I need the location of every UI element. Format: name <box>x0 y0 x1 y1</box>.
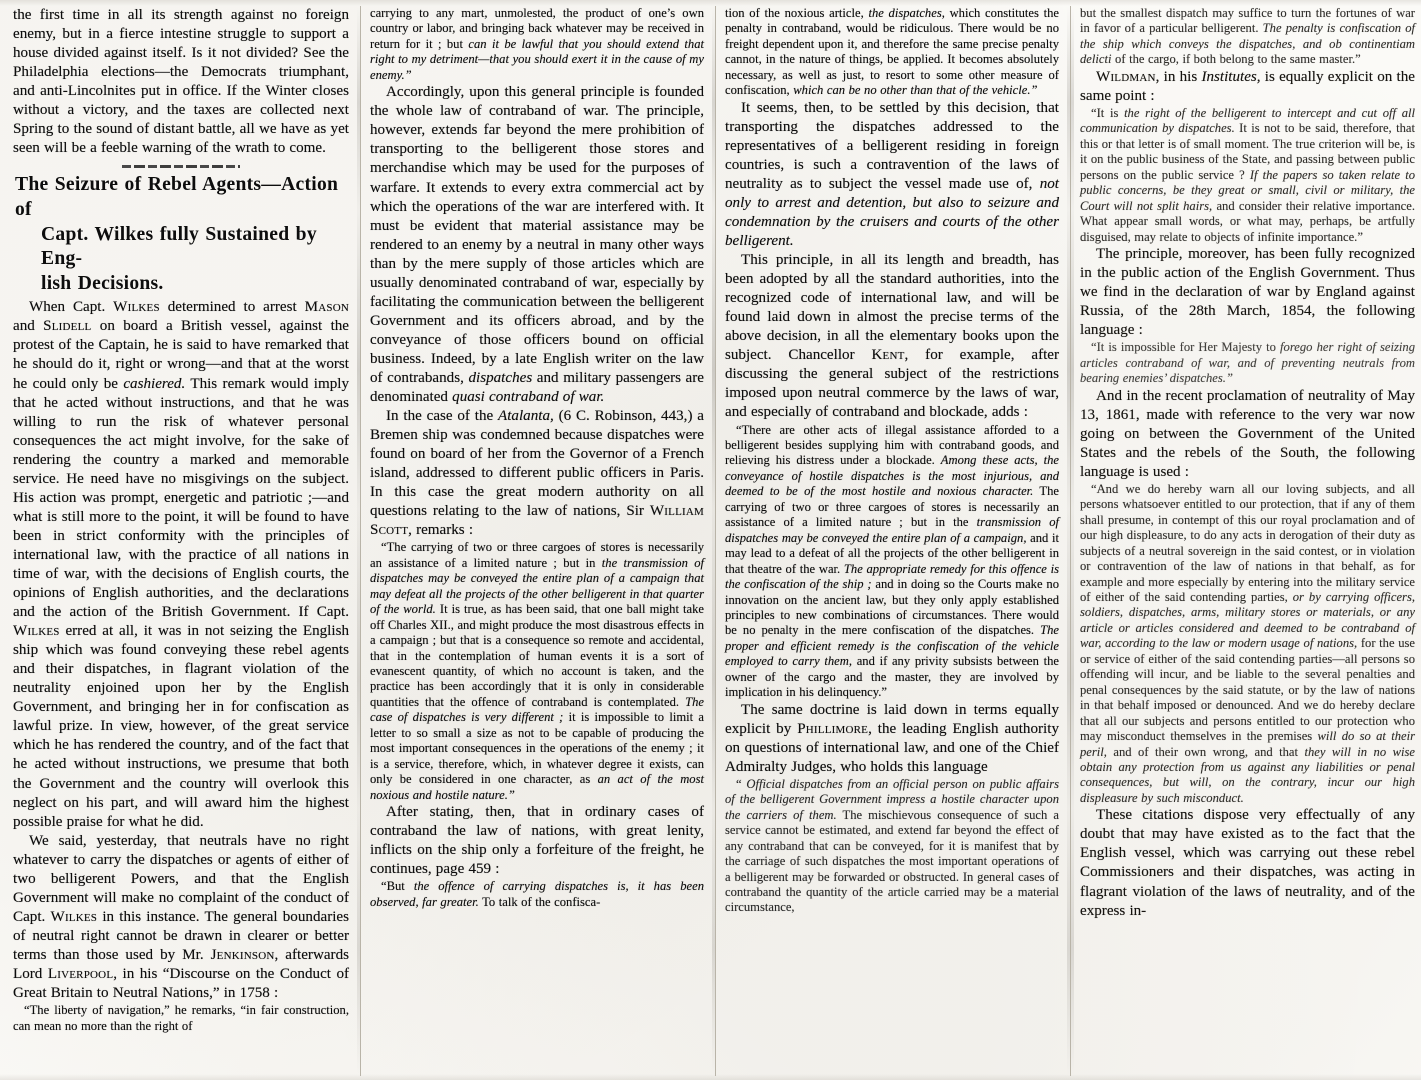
column1-quotation-start: “The liberty of navigation,” he remarks, “in fair construction, can mean no more than the right of <box>13 1003 349 1033</box>
column-3 <box>715 6 1070 1076</box>
article-headline <box>13 173 349 296</box>
column3-paragraph-2: This principle, in all its length and breadth, has been adopted by all the standard authorities, into the recognized code of international law, and will be found laid down in almost the precise terms of the above decision, in all the elementary books upon the subject. Chancellor Kent, for example, after discussing the general subject of the restrictions imposed upon neutral commerce by the laws of war, and especially of contraband and blockade, adds : <box>725 252 1060 421</box>
italic-among-these-acts: Among these acts, the conveyance of hostile dispatches is the most injurious, and deemed to be of the most hostile and noxious character. <box>725 453 1059 499</box>
name-mason: Mason <box>304 299 349 316</box>
italic-quasi-contraband: quasi contraband of war. <box>452 389 605 406</box>
column2-paragraph-1: Accordingly, upon this general principle is founded the whole law of contraband of war. The principle, however, extends far beyond the mere prohibition of transporting to the belligerent those stores and merchandise which may be used for the purposes of warfare. It extends to every extra commercial act by which the operations of the war are interfered with. It must be evident that material assistance may be rendered to an enemy by a neutral in many other ways than by the mere supply of those articles which are usually denominated contraband of war, especially by facilitating the communication between the belligerent Government and its officers abroad, and by the conveyance of those officers bound on official business. Indeed, by a late English writer on the law of contrabands, dispatches and military passengers are denominated quasi contraband of war. <box>370 84 704 406</box>
italic-forego-her-right: forego her right of seizing articles contraband of war, and of preventing neutrals from bearing enemies’ dispatches.” <box>1080 340 1416 386</box>
italic-institutes: Institutes, <box>1201 68 1261 85</box>
column2-paragraph-3: After stating, then, that in ordinary cases of contraband the law of nations, with great lenity, inflicts on the ship only a forfeiture of the freight, he continues, page 459 : <box>370 804 704 878</box>
name-scott: Scott <box>370 522 409 539</box>
column4-paragraph-1: Wildman, in his Institutes, is equally explicit on the same point : <box>1080 68 1415 104</box>
italic-transmission-of-dispatches-2: transmission of dispatches may be conveyed the entire plan of a campaign, <box>725 515 1059 545</box>
name-kent: Kent <box>871 347 905 364</box>
column4-paragraph-3: And in the recent proclamation of neutrality of May 13, 1861, made with reference to the very war now going on between the Government of the United States and the rebels of the South, the following language is used : <box>1080 387 1415 480</box>
italic-noxious-hostile-nature: an act of the most noxious and hostile nature.” <box>370 772 704 802</box>
column3-paragraph-1: It seems, then, to be settled by this decision, that transporting the dispatches addressed to the representatives of a belligerent residing in foreign countries, is such a contravention of the laws of neutrality as to subject the vessel made use of, not only to arrest and detention, but also to seizure and condemnation by the cruisers and courts of the other belligerent. <box>725 99 1059 250</box>
column4-extract-continued: but the smallest dispatch may suffice to turn the fortunes of war in favor of a particular belligerent. The penalty is confiscation of the ship which conveys the dispatches, and ob continentiam delicti of the cargo, if both belong to the same master.” <box>1080 6 1415 67</box>
italic-dispatches: dispatches <box>468 369 533 386</box>
name-liverpool: Liverpool <box>47 965 114 982</box>
gutter-smudge <box>1071 6 1074 1076</box>
column3-extract-continued: tion of the noxious article, the dispatches, which constitutes the penalty in contraband, would be ridiculous. There would be no freight dependent upon it, and therefore the same precise penalty cannot, in the nature of things, be applied. It becomes absolutely necessary, as well as just, to resort to some other measure of confiscation, which can be no other than that of the vehicle.” <box>725 6 1060 98</box>
column1-continued-paragraph: the first time in all its strength against no foreign enemy, but in a fierce intestine struggle to support a house divided against itself. Is it not divided? See the Philadelphia elections—the Democrats triumphant, and anti-Lincolnites put in office. If the Winter closes without a victory, and the taxes are collected next Spring to the sound of distant battle, all we have as yet seen will be a feeble warning of the wrath to come. <box>13 7 349 157</box>
italic-appropriate-remedy: The appropriate remedy for this offence is the confiscation of the ship ; <box>725 561 1060 592</box>
italic-carrying-officers-soldiers: or by carrying officers, soldiers, dispatches, arms, military stores or materials, or any article or articles considered and deemed to be contraband of war, according to the law or modern usage of nations, <box>1080 589 1415 651</box>
column3-extract-1: “There are other acts of illegal assistance afforded to a belligerent besides supplying him with contraband goods, and relieving his distress under a blockade. Among these acts, the conveyance of hostile dispatches is the most injurious, and deemed to be of the most hostile and noxious character. The carrying of two or three cargoes of stores is necessarily an assistance of a limited nature ; but in the transmission of dispatches may be conveyed the entire plan of a campaign, and it may lead to a defeat of all the projects of the other belligerent in that theatre of the war. The appropriate remedy for this offence is the confiscation of the ship ; and in doing so the Courts make no innovation on the ancient law, but they only apply established principles to new combinations of circumstances. There would be no penalty in the mere confiscation of the dispatches. The proper and efficient remedy is the confiscation of the vehicle employed to carry them, and if any privity subsists between the owner of the cargo and the master, they are involved by implication in his delinquency.” <box>725 422 1060 700</box>
headline-line-2: Capt. Wilkes fully Sustained by Eng- <box>41 223 317 270</box>
column-4 <box>1070 6 1421 1076</box>
italic-transmission-of-dispatches: the transmission of dispatches may be conveyed the entire plan of a campaign that may defeat all the projects of the other belligerent in that quarter of the world. <box>370 555 704 617</box>
italic-offence-of-carrying: the offence of carrying dispatches is, it has been observed, far greater. <box>370 879 704 909</box>
italic-the-dispatches: the dispatches, <box>868 6 945 20</box>
name-phillimore: Phillimore <box>797 720 869 737</box>
column4-paragraph-4: These citations dispose very effectually of any doubt that may have existed as to the fact that the English vessel, which was carrying out these rebel Commissioners and their dispatches, was acting in flagrant violation of the laws of neutrality, and of the express in- <box>1080 807 1415 919</box>
column1-paragraph-2: We said, yesterday, that neutrals have no right whatever to carry the dispatches or agents of either of two belligerent Powers, and that the English Government will make no complaint of the conduct of Capt. Wilkes in this instance. The general boundaries of neutral right cannot be drawn in clearer or better terms than those used by Mr. Jenkinson, afterwards Lord Liverpool, in his “Discourse on the Conduct of Great Britain to Neutral Nations,” in 1758 : <box>13 832 350 1002</box>
name-wildman: Wildman <box>1096 68 1156 85</box>
italic-right-to-intercept: the right of the belligerent to intercept and cut off all communication by dispatches. <box>1080 105 1416 136</box>
italic-penalty-is-confiscation: The penalty is confiscation of the ship which conveys the dispatches, and ob continentiam delicti <box>1080 21 1415 67</box>
italic-arrest-and-detention: not only to arrest and detention, but also to seizure and condemnation by the cruisers and courts of the other belligerent. <box>725 175 1059 250</box>
column4-extract-2: “It is impossible for Her Majesty to forego her right of seizing articles contraband of war, and of preventing neutrals from bearing enemies’ dispatches.” <box>1080 340 1416 386</box>
italic-that-of-the-vehicle: which can be no other than that of the vehicle.” <box>793 83 1038 98</box>
column2-extract-2: “But the offence of carrying dispatches is, it has been observed, far greater. To talk of the confisca- <box>370 879 704 909</box>
column-2 <box>360 6 715 1076</box>
italic-cashiered: cashiered. <box>123 375 186 392</box>
name-wilkes-2: Wilkes <box>13 623 60 640</box>
headline-line-1: The Seizure of Rebel Agents—Action of <box>15 174 339 220</box>
column4-extract-1: “It is the right of the belligerent to intercept and cut off all communication by dispatches. It is not to be said, therefore, that this or that letter is of small moment. The true criterion will be, is it on the public business of the State, and passing between public persons on the public service ? If the papers so taken relate to public concerns, be they great or small, civil or military, the Court will not split hairs, and consider their relative importance. What appear small words, or what may, perhaps, be artfully disguised, may relate to objects of infinite importance.” <box>1080 105 1416 244</box>
column1-paragraph-1: When Capt. Wilkes determined to arrest Mason and Slidell on board a British vessel, against the protest of the Captain, he is said to have remarked that he should do it, right or wrong—and that at the worst he could only be cashiered. This remark would imply that he acted without instructions, and that he was willing to run the risk of whatever personal consequences the act might involve, for the sake of rendering the country a marked and memorable service. He need have no misgivings on the subject. His action was prompt, energetic and patriotic ;—and what is still more to the point, it will be found to have been in strict conformity with the principles of international law, with the practice of all nations in time of war, with the decisions of English courts, the opinions of English authorities, and the declarations and the action of the British Government. If Capt. Wilkes erred at all, it was in not seizing the English ship which was found conveying these rebel agents and their dispatches, in flagrant violation of the neutrality enjoined upon her by the English Government, and bringing her in for confiscation as lawful prize. In view, however, of the great service which he has rendered the country, and of the fact that he acted without instructions, we presume that both the Government and the country will overlook this neglect on his part, and will award him the highest possible praise for what he did. <box>13 299 350 830</box>
column4-paragraph-2: The principle, moreover, has been fully recognized in the public action of the English Government. Thus we find in the declaration of war by England against Russia, of the 28th March, 1854, the following language : <box>1080 245 1415 339</box>
italic-proper-efficient-remedy: The proper and efficient remedy is the confiscation of the vehicle employed to carry them, <box>725 623 1059 669</box>
headline-line-3: lish Decisions. <box>41 272 164 294</box>
dash-rule-divider <box>122 165 240 168</box>
name-wilkes-3: Wilkes <box>50 908 98 925</box>
italic-at-their-peril: will do so at their peril, <box>1080 729 1415 759</box>
italic-quote-tail: can it be lawful that you should extend that right to my detriment—that you should exert it in the cause of my enemy.” <box>370 36 704 82</box>
column2-paragraph-2: In the case of the Atalanta, (6 C. Robinson, 443,) a Bremen ship was condemned because dispatches were found on board of her from the Governor of a French island, addressed to different public officers in Paris. In this case the great modern authority on all questions relating to the law of nations, Sir William Scott, remarks : <box>370 408 704 539</box>
italic-no-wise-obtain-protection: they will in no wise obtain any protection from us against any liabilities or penal consequences, but will, on the contrary, incur our high displeasure by such misconduct. <box>1080 744 1415 805</box>
name-slidell: Slidell <box>43 318 92 335</box>
italic-case-of-dispatches: The case of dispatches is very different ; <box>370 694 704 725</box>
column4-extract-3: “And we do hereby warn all our loving subjects, and all persons whatsoever entitled to our protection, that if any of them shall presume, in contempt of this our royal proclamation and of our high displeasure, to do any acts in derogation of their duty as subjects of a neutral sovereign in the said contest, or in violation or contravention of the law of nations in that behalf, as for example and more especially by entering into the military service of either of the said contending parties, or by carrying officers, soldiers, dispatches, arms, military stores or materials, or any article or articles considered and deemed to be contraband of war, according to the law or modern usage of nations, for the use or service of either of the said contending parties—all persons so offending will incur, and be liable to the several penalties and penal consequences by the said statute, or by the law of nations in that behalf imposed or denounced. And we do hereby declare that all our subjects and persons entitled to our protection who may misconduct themselves in the premises will do so at their peril, and of their own wrong, and that they will in no wise obtain any protection from us against any liabilities or penal consequences, but will, on the contrary, incur our high displeasure by such misconduct. <box>1080 481 1415 805</box>
column2-extract-1: “The carrying of two or three cargoes of stores is necessarily an assistance of a limited nature ; but in the transmission of dispatches may be conveyed the entire plan of a campaign that may defeat all the projects of the other belligerent in that quarter of the world. It is true, as has been said, that one ball might take off Charles XII., and might produce the most disastrous effects in a campaign ; but that is a consequence so remote and accidental, that in the contemplation of human events it is a sort of evanescent quantity, of which no account is taken, and the practice has been accordingly that it is only in considerable quantities that the offence of contraband is contemplated. The case of dispatches is very different ; it is impossible to limit a letter to so small a size as not to be capable of producing the most important consequences in the operations of the enemy ; it is a service, therefore, which, in whatever degree it exists, can only be considered in one character, as an act of the most noxious and hostile nature.” <box>370 540 705 802</box>
column3-paragraph-3: The same doctrine is laid down in terms equally explicit by Phillimore, the leading English authority on questions of international law, and one of the Chief Admiralty Judges, who holds this language <box>725 701 1059 775</box>
italic-case-atalanta: Atalanta, <box>498 408 554 425</box>
name-wilkes: Wilkes <box>113 299 160 316</box>
column2-quotation-continued: carrying to any mart, unmolested, the product of one’s own country or labor, and bringing back whatever may be received in return for it ; but can it be lawful that you should extend that right to my detriment—that you should exert it in the cause of my enemy.” <box>370 6 704 82</box>
italic-papers-so-taken: If the papers so taken relate to public concerns, be they great or small, civil or military, the Court will not split hairs, <box>1080 167 1415 213</box>
name-jenkinson: Jenkinson <box>210 946 275 963</box>
column3-extract-2: “ Official dispatches from an official person on public affairs of the belligerent Government impress a hostile character upon the carriers of them. The mischievous consequence of such a service cannot be estimated, and extend far beyond the effect of any contraband that can be conveyed, for it is manifest that by the carriage of such dispatches the most important operations of a belligerent may be forwarded or obstructed. In general cases of contraband the quantity of the article carried may be a material circumstance, <box>725 776 1059 915</box>
italic-official-dispatches: Official dispatches from an official person on public affairs of the belligerent Government impress a hostile character upon the carriers of them. <box>725 776 1059 822</box>
name-william: William <box>649 503 704 520</box>
column-1 <box>4 6 360 1076</box>
